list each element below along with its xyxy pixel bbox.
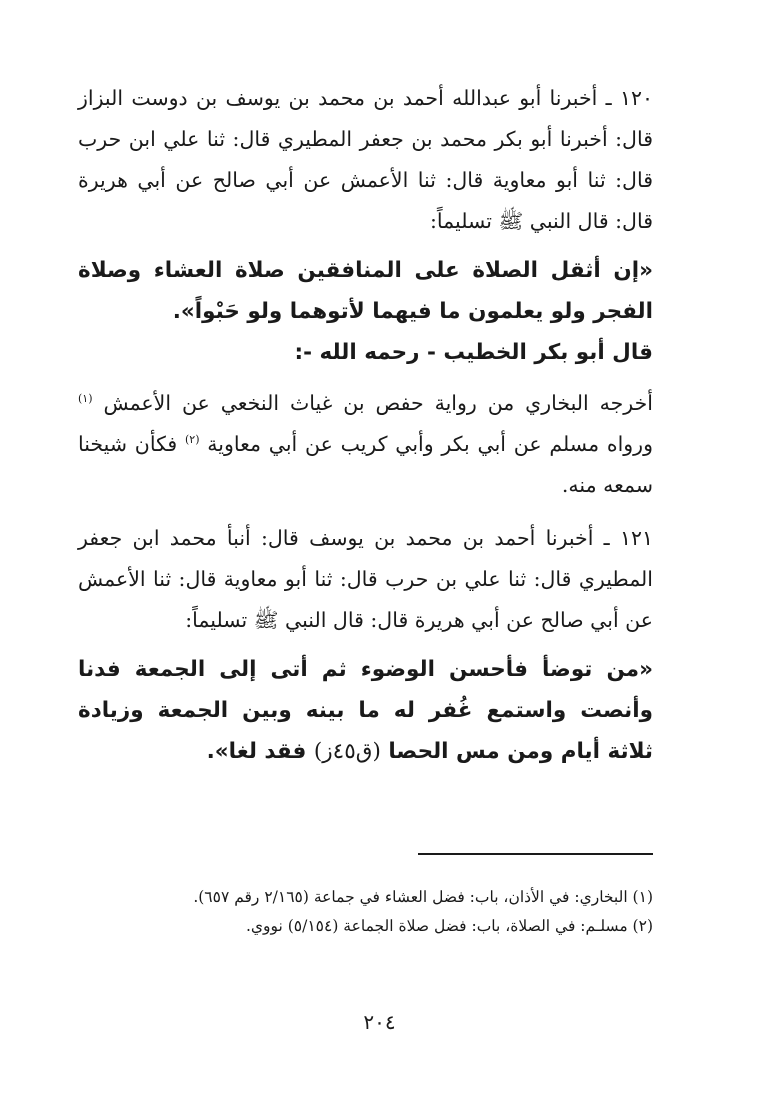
page-number: ٢٠٤ [363, 1010, 396, 1034]
hadith-121-isnad: ١٢١ ـ أخبرنا أحمد بن محمد بن يوسف قال: أنبأ محمد ابن جعفر المطيري قال: ثنا علي بن حرب قال: ثنا أبو معاوية قال: ثنا الأعمش عن أبي صالح عن أبي هريرة قال: قال النبي ﷺ تسليماً: [78, 526, 653, 632]
takhrij-paragraph [78, 383, 653, 506]
takhrij-part-2: ورواه مسلم عن أبي بكر وأبي كريب عن أبي معاوية [207, 432, 653, 456]
hadith-120-isnad: ١٢٠ ـ أخبرنا أبو عبدالله أحمد بن محمد بن يوسف بن دوست البزاز قال: أخبرنا أبو بكر محمد بن جعفر المطيري قال: ثنا علي ابن حرب قال: ثنا أبو معاوية قال: ثنا الأعمش عن أبي صالح عن أبي هريرة قال: قال النبي ﷺ تسليماً: [78, 86, 653, 233]
hadith-120-matn: «إن أثقل الصلاة على المنافقين صلاة العشاء وصلاة الفجر ولو يعلمون ما فيهما لأتوهما ولو حَبْواً». [78, 258, 653, 324]
footnote-separator [418, 853, 653, 855]
hadith-121-matn [78, 649, 653, 772]
page-body [78, 78, 653, 772]
hadith-121-matn-part-2: فقد لغا». [206, 739, 307, 764]
hadith-121-matn-part-1: «من توضأ فأحسن الوضوء ثم أتى إلى الجمعة فدنا وأنصت واستمع غُفر له ما بينه وبين الجمعة وزيادة ثلاثة أيام ومن مس الحصا [78, 657, 653, 764]
footnote-1: (١) البخاري: في الأذان، باب: فضل العشاء في جماعة (٢/١٦٥ رقم ٦٥٧). [193, 888, 653, 906]
takhrij-part-3: فكأن شيخنا سمعه منه. [78, 432, 653, 497]
footnote-marker-2[interactable]: (٢) [184, 433, 200, 447]
footnotes [78, 883, 653, 941]
author-saying: قال أبو بكر الخطيب - رحمه الله -: [294, 340, 653, 365]
footnote-2: (٢) مسلـم: في الصلاة، باب: فضل صلاة الجماعة (٥/١٥٤) نووي. [245, 917, 653, 935]
manuscript-reference: (ق٤٥ز) [313, 739, 381, 764]
footnote-marker-1[interactable]: (١) [78, 392, 93, 406]
takhrij-part-1: أخرجه البخاري من رواية حفص بن غياث النخعي عن الأعمش [103, 391, 653, 415]
